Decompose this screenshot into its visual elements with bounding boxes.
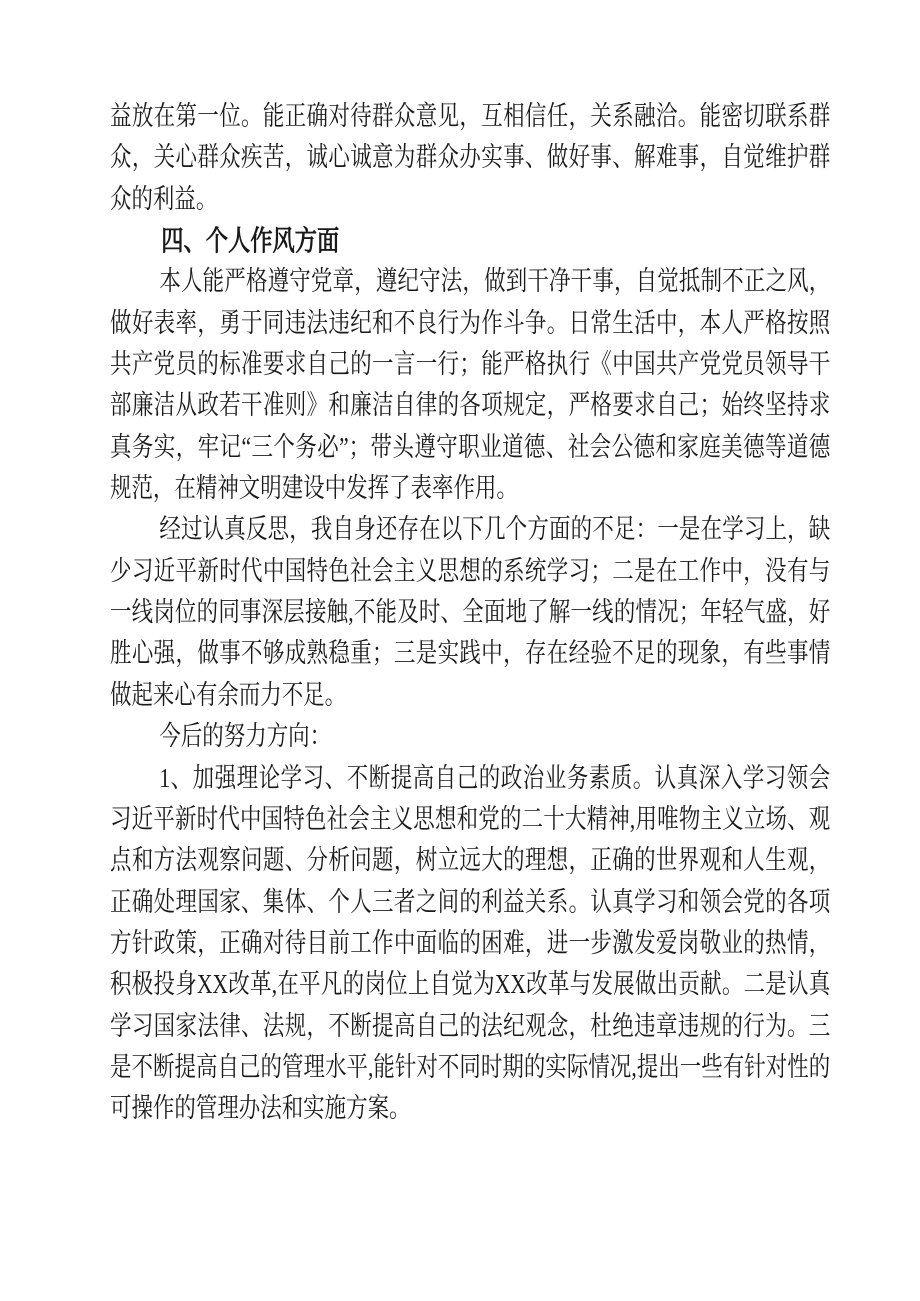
paragraph: 1、加强理论学习、不断提高自己的政治业务素质。认真深入学习领会习近平新时代中国特色社会主义思想和党的二十大精神,用唯物主义立场、观点和方法观察问题、分析问题，树立远大的理想，正确的世界观和人生观，正确处理国家、集体、个人三者之间的利益关系。认真学习和领会党的各项方针政策，正确对待目前工作中面临的困难，进一步激发爱岗敬业的热情，积极投身XX改革,在平凡的岗位上自觉为XX改革与发展做出贡献。二是认真学习国家法律、法规，不断提高自己的法纪观念，杜绝违章违规的行为。三是不断提高自己的管理水平,能针对不同时期的实际情况,提出一些有针对性的可操作的管理办法和实施方案。: [110, 762, 831, 1124]
paragraph: 经过认真反思，我自身还存在以下几个方面的不足：一是在学习上，缺少习近平新时代中国特色社会主义思想的系统学习；二是在工作中，没有与一线岗位的同事深层接触,不能及时、全面地了解一线的情况；年轻气盛，好胜心强，做事不够成熟稳重；三是实践中，存在经验不足的现象，有些事情做起来心有余而力不足。: [110, 514, 831, 710]
section-heading: 四、个人作风方面: [161, 225, 340, 257]
paragraph: 益放在第一位。能正确对待群众意见，互相信任，关系融洽。能密切联系群众，关心群众疾苦，诚心诚意为群众办实事、做好事、解难事，自觉维护群众的利益。: [110, 101, 831, 214]
document-text: [110, 96, 830, 1130]
paragraph: 今后的努力方向：: [159, 721, 332, 752]
paragraph: 本人能严格遵守党章，遵纪守法，做到干净干事，自觉抵制不正之风，做好表率，勇于同违法违纪和不良行为作斗争。日常生活中，本人严格按照共产党员的标准要求自己的一言一行；能严格执行《中国共产党党员领导干部廉洁从政若干准则》和廉洁自律的各项规定，严格要求自己；始终坚持求真务实，牢记“三个务必”；带头遵守职业道德、社会公德和家庭美德等道德规范，在精神文明建设中发挥了表率作用。: [110, 266, 831, 504]
